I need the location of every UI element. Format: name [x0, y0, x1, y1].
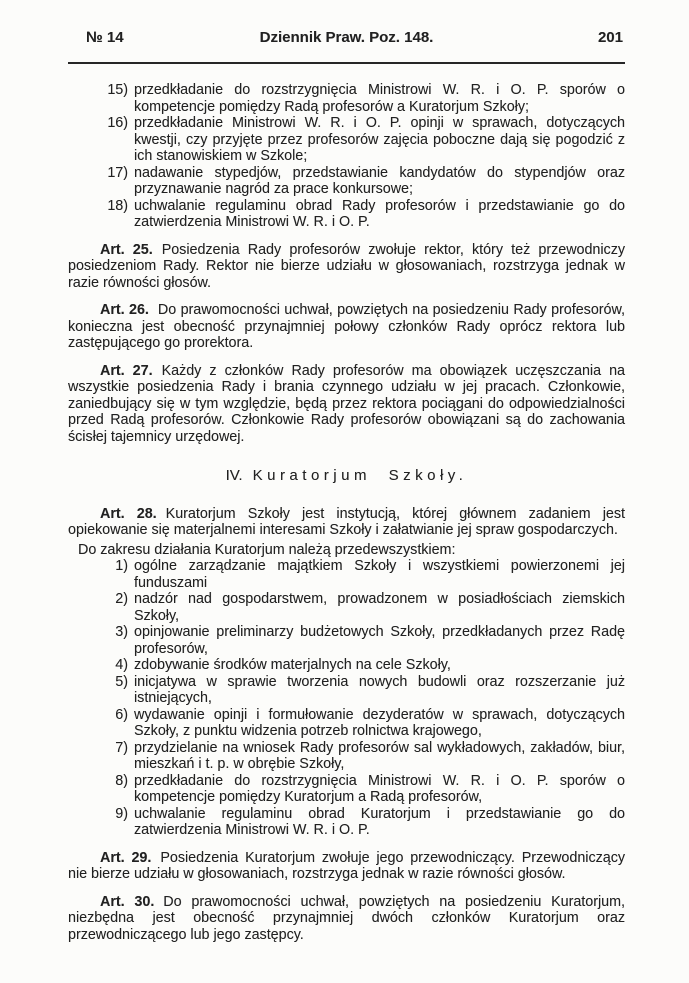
article-label: Art. 30. [100, 893, 155, 910]
item-number: 7) [115, 739, 128, 756]
item-text: nadawanie stypedjów, przedstawianie kandydatów do stypendjów oraz przyznawanie nagród za prace konkursowe; [134, 164, 625, 197]
journal-title: Dziennik Praw. Poz. 148. [259, 29, 434, 46]
article-label: Art. 27. [100, 362, 153, 379]
item-text: uchwalanie regulaminu obrad Rady profesorów i przedstawianie go do zatwierdzenia Ministrowi W. R. i O. P. [134, 197, 625, 230]
list-items-15-18 [68, 82, 625, 231]
header-rule [68, 62, 625, 64]
item-text: ogólne zarządzanie majątkiem Szkoły i wszystkiemi powierzonemi jej funduszami [134, 558, 625, 591]
list-item [68, 558, 625, 591]
kuratorjum-intro: Do zakresu działania Kuratorjum należą przedewszystkiem: [78, 541, 456, 558]
article-text: Do prawomocności uchwał, powziętych na posiedzeniu Kuratorjum, niezbędna jest obecność przynajmniej dwóch członków Kuratorjum oraz przewodniczącego lub jego zastępcy. [68, 893, 625, 943]
article-text: Posiedzenia Kuratorjum zwołuje jego przewodniczący. Przewodniczący nie bierze udziału w głosowaniach, rozstrzyga jednak w razie równości głosów. [68, 849, 625, 882]
list-item [68, 674, 625, 707]
item-number: 4) [115, 657, 128, 673]
item-text: opinjowanie preliminarzy budżetowych Szkoły, przedkładanych przez Radę profesorów, [134, 624, 625, 657]
item-number: 16) [107, 115, 128, 131]
list-item [68, 82, 625, 115]
section-number: IV. [225, 467, 243, 484]
article-label: Art. 26. [100, 302, 149, 318]
list-item [68, 773, 625, 806]
list-item [68, 115, 625, 165]
item-text: przedkładanie do rozstrzygnięcia Ministrowi W. R. i O. P. sporów o kompetencje pomiędzy Radą profesorów a Kuratorjum Szkoły; [134, 82, 625, 115]
article-text: Kuratorjum Szkoły jest instytucją, której głównem zadaniem jest opiekowanie się materjalnemi interesami Szkoły i załatwianie jej spraw gospodarczych. [68, 505, 625, 538]
article-27 [68, 363, 625, 446]
list-item [68, 198, 625, 231]
item-text: nadzór nad gospodarstwem, prowadzonem w posiadłościach ziemskich Szkoły, [134, 591, 625, 624]
page-number: 201 [597, 29, 623, 46]
article-30 [68, 894, 625, 944]
list-item [68, 165, 625, 198]
article-28 [68, 506, 625, 539]
list-item [68, 707, 625, 740]
article-label: Art. 25. [100, 241, 153, 258]
item-text: uchwalanie regulaminu obrad Kuratorjum i przedstawianie go do zatwierdzenia Ministrowi W. R. i O. P. [134, 805, 625, 838]
item-number: 9) [115, 805, 128, 822]
item-number: 5) [115, 673, 128, 690]
article-text: Do prawomocności uchwał, powziętych na posiedzeniu Rady profesorów, konieczna jest obecność przynajmniej połowy członków Rady oprócz rektora lub zastępującego go prorektora. [68, 302, 625, 351]
item-number: 17) [107, 164, 128, 181]
running-header [68, 30, 625, 48]
item-number: 1) [115, 558, 128, 574]
item-text: przedkładanie do rozstrzygnięcia Ministrowi W. R. i O. P. sporów o kompetencje pomiędzy Kuratorjum a Radą profesorów, [134, 772, 625, 805]
list-item [68, 740, 625, 773]
item-text: zdobywanie środków materjalnych na cele Szkoły, [134, 657, 451, 673]
article-text: Posiedzenia Rady profesorów zwołuje rektor, który też przewodniczy posiedzeniom Rady. Rektor nie bierze udziału w głosowaniach, rozstrzyga jednak w razie równości głosów. [68, 241, 626, 291]
item-number: 15) [107, 82, 128, 98]
item-text: wydawanie opinji i formułowanie dezyderatów w sprawach, dotyczących Szkoły, z punktu widzenia potrzeb rolnictwa krajowego, [134, 706, 625, 739]
item-text: inicjatywa w sprawie tworzenia nowych budowli oraz rozszerzanie już istniejących, [134, 673, 625, 706]
item-text: przydzielanie na wniosek Rady profesorów sal wykładowych, zakładów, biur, mieszkań i t. p. w obrębie Szkoły, [134, 739, 625, 772]
article-26 [68, 302, 625, 352]
article-text: Każdy z członków Rady profesorów ma obowiązek uczęszczania na wszystkie posiedzenia Rady i brania czynnego udziału w jej pracach. Członkowie, zaniedbujący się w tym względzie, będą przez rektora pociągani do odpowiedzialności przed Radą profesorów. Członkowie Rady profesorów obowiązani są do zachowania ścisłej tajemnicy urzędowej. [68, 362, 625, 445]
list-item [68, 591, 625, 624]
list-item [68, 806, 625, 839]
section-title: Kuratorjum Szkoły. [252, 467, 468, 484]
item-text: przedkładanie Ministrowi W. R. i O. P. opinji w sprawach, dotyczących kwestji, czy przyjęte przez profesorów zajęcia poboczne dają się pogodzić z ich stanowiskiem w Szkole; [134, 115, 625, 164]
article-29 [68, 850, 625, 883]
issue-number: № 14 [86, 29, 124, 46]
section-heading [68, 468, 625, 485]
article-label: Art. 29. [100, 849, 152, 866]
item-number: 18) [107, 197, 128, 214]
item-number: 2) [115, 591, 128, 607]
item-number: 3) [115, 624, 128, 640]
article-25 [68, 242, 625, 292]
list-items-1-9 [68, 558, 625, 839]
article-label: Art. 28. [100, 505, 157, 522]
item-number: 8) [115, 772, 128, 789]
list-item [68, 657, 625, 674]
item-number: 6) [115, 706, 128, 723]
list-item [68, 624, 625, 657]
